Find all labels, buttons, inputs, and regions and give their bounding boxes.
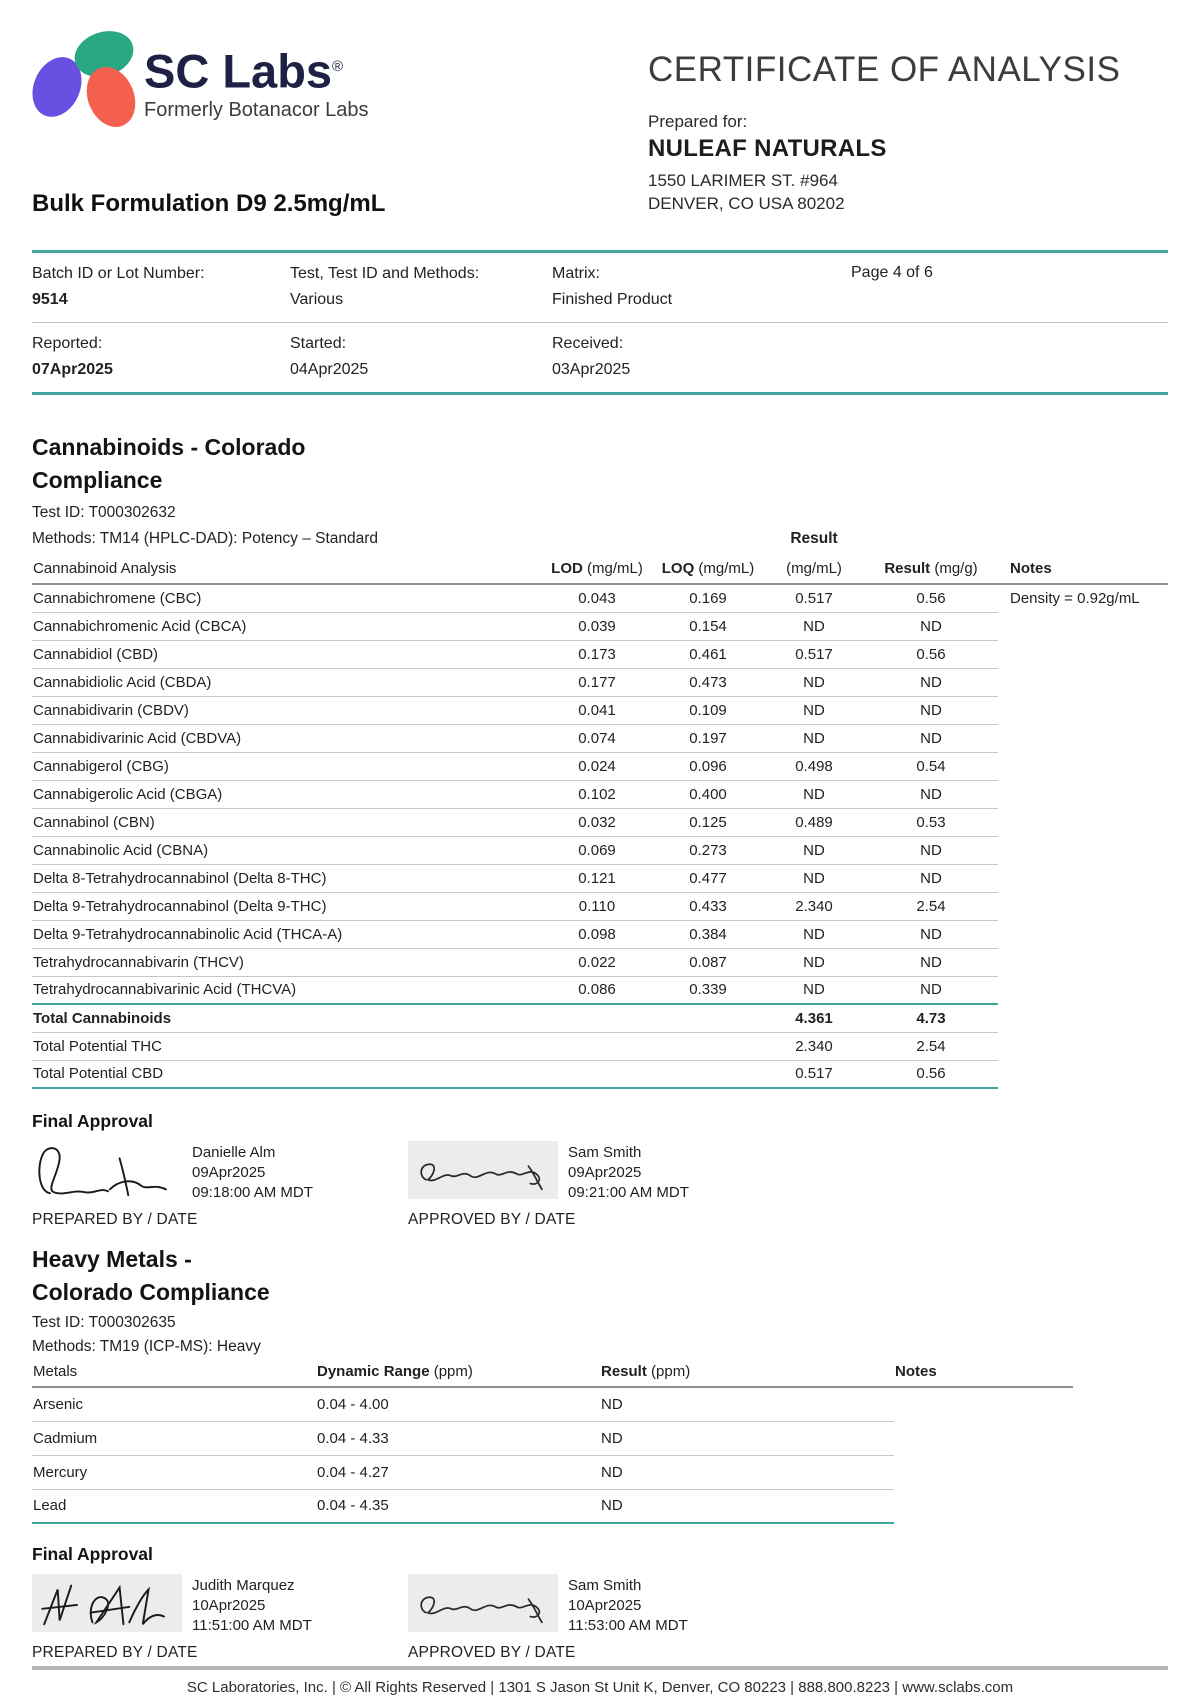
batch-id-label: Batch ID or Lot Number: xyxy=(32,265,205,282)
document-header xyxy=(32,0,1168,225)
cannabinoid-name: Cannabichromenic Acid (CBCA) xyxy=(32,612,542,640)
logo-wordmark: SC Labs® xyxy=(144,44,344,98)
cannabinoid-notes xyxy=(998,864,1168,892)
footer-text: SC Laboratories, Inc. | © All Rights Reserved | 1301 S Jason St Unit K, Denver, CO 80223 | 888.800.8223 | www.sclabs.com xyxy=(186,1679,1014,1696)
signature-judith-marquez xyxy=(32,1574,182,1632)
product-title: Bulk Formulation D9 2.5mg/mL xyxy=(32,190,386,217)
info-row-2 xyxy=(32,322,1168,392)
sample-info-table xyxy=(32,250,1168,395)
cannabinoids-rows xyxy=(32,584,1168,1004)
col-header-analysis: Cannabinoid Analysis xyxy=(32,552,542,584)
cannabinoid-loq: 0.461 xyxy=(652,640,764,668)
cannabinoid-row xyxy=(32,640,1168,668)
cannabinoid-row xyxy=(32,696,1168,724)
cannabinoid-result-mgg: 0.54 xyxy=(864,752,998,780)
col-header-notes: Notes xyxy=(998,552,1168,584)
metal-notes xyxy=(894,1387,1073,1421)
approver-time: 09:21:00 AM MDT xyxy=(568,1184,689,1201)
cannabinoids-methods: Methods: TM14 (HPLC-DAD): Potency – Standard Result xyxy=(32,526,1168,552)
matrix-value: Finished Product xyxy=(552,291,673,308)
final-approval-2 xyxy=(32,1574,1168,1662)
cannabinoid-loq: 0.096 xyxy=(652,752,764,780)
final-approval-1-title: Final Approval xyxy=(32,1111,153,1131)
metal-result: ND xyxy=(600,1387,894,1421)
metal-range: 0.04 - 4.35 xyxy=(316,1489,600,1523)
cannabinoid-loq: 0.169 xyxy=(652,584,764,612)
heavy-metal-row xyxy=(32,1387,1073,1421)
cannabinoid-row xyxy=(32,808,1168,836)
cannabinoid-name: Cannabidivarin (CBDV) xyxy=(32,696,542,724)
client-name: NULEAF NATURALS xyxy=(648,135,887,162)
received-label: Received: xyxy=(552,335,624,352)
prepared-by-block-1 xyxy=(32,1141,408,1229)
cannabinoid-lod: 0.043 xyxy=(542,584,652,612)
cannabinoid-result-mgml: ND xyxy=(764,612,864,640)
preparer-time: 09:18:00 AM MDT xyxy=(192,1184,313,1201)
metal-name: Cadmium xyxy=(32,1421,316,1455)
footer-divider xyxy=(32,1666,1168,1670)
prepared-by-block-2 xyxy=(32,1574,408,1662)
started-cell xyxy=(290,334,552,379)
cannabinoid-loq: 0.273 xyxy=(652,836,764,864)
client-address xyxy=(648,169,1200,215)
col-header-lod: LOD (mg/mL) xyxy=(542,552,652,584)
cannabinoid-result-mgml: ND xyxy=(764,668,864,696)
approver-name: Sam Smith xyxy=(568,1577,642,1594)
cannabinoid-result-mgg: ND xyxy=(864,696,998,724)
cannabinoid-row xyxy=(32,836,1168,864)
cannabinoid-row xyxy=(32,780,1168,808)
cannabinoid-notes xyxy=(998,836,1168,864)
result-column-overhead: Result xyxy=(790,530,838,547)
test-value: Various xyxy=(290,291,344,308)
cannabinoid-result-mgg: ND xyxy=(864,948,998,976)
cannabinoid-result-mgml: 0.489 xyxy=(764,808,864,836)
client-address-line1: 1550 LARIMER ST. #964 xyxy=(648,171,838,190)
cannabinoid-lod: 0.039 xyxy=(542,612,652,640)
matrix-cell xyxy=(552,264,851,309)
received-value: 03Apr2025 xyxy=(552,361,631,378)
cannabinoid-name: Cannabidiol (CBD) xyxy=(32,640,542,668)
preparer-name: Judith Marquez xyxy=(192,1577,295,1594)
heavy-metals-section-title: Heavy Metals - Colorado Compliance xyxy=(32,1246,270,1305)
total-potential-cbd-row: Total Potential CBD 0.517 0.56 xyxy=(32,1060,1168,1088)
cannabinoid-lod: 0.041 xyxy=(542,696,652,724)
cannabinoid-lod: 0.086 xyxy=(542,976,652,1004)
metal-notes xyxy=(894,1489,1073,1523)
cannabinoid-notes xyxy=(998,724,1168,752)
cannabinoid-notes xyxy=(998,780,1168,808)
cannabinoid-result-mgg: ND xyxy=(864,724,998,752)
metal-result: ND xyxy=(600,1455,894,1489)
cannabinoid-loq: 0.384 xyxy=(652,920,764,948)
approved-by-block-2 xyxy=(408,1574,688,1662)
cannabinoid-name: Cannabidivarinic Acid (CBDVA) xyxy=(32,724,542,752)
cannabinoid-name: Cannabinolic Acid (CBNA) xyxy=(32,836,542,864)
cannabinoid-notes xyxy=(998,640,1168,668)
approver-name: Sam Smith xyxy=(568,1144,642,1161)
cannabinoid-result-mgml: ND xyxy=(764,976,864,1004)
heavy-metal-row xyxy=(32,1455,1073,1489)
heavy-metal-row xyxy=(32,1489,1073,1523)
cannabinoid-row xyxy=(32,752,1168,780)
signature-danielle-alm xyxy=(32,1141,182,1199)
cannabinoid-row xyxy=(32,668,1168,696)
cannabinoid-lod: 0.177 xyxy=(542,668,652,696)
cannabinoid-result-mgg: ND xyxy=(864,668,998,696)
reported-value: 07Apr2025 xyxy=(32,361,113,378)
cannabinoid-notes xyxy=(998,668,1168,696)
cannabinoid-result-mgml: ND xyxy=(764,724,864,752)
test-cell xyxy=(290,264,552,309)
cannabinoid-loq: 0.339 xyxy=(652,976,764,1004)
cannabinoids-header-row xyxy=(32,552,1168,584)
started-label: Started: xyxy=(290,335,347,352)
cannabinoid-result-mgg: 2.54 xyxy=(864,892,998,920)
cannabinoid-row xyxy=(32,892,1168,920)
preparer-time: 11:51:00 AM MDT xyxy=(192,1617,312,1634)
cannabinoid-row xyxy=(32,584,1168,612)
cannabinoid-lod: 0.098 xyxy=(542,920,652,948)
cannabinoid-result-mgml: ND xyxy=(764,836,864,864)
cannabinoid-name: Tetrahydrocannabivarinic Acid (THCVA) xyxy=(32,976,542,1004)
cannabinoid-result-mgg: ND xyxy=(864,612,998,640)
sclabs-logo xyxy=(34,26,369,122)
cannabinoid-result-mgml: ND xyxy=(764,948,864,976)
cannabinoid-loq: 0.197 xyxy=(652,724,764,752)
signature-sam-smith-1 xyxy=(408,1141,558,1199)
cannabinoid-notes xyxy=(998,808,1168,836)
cannabinoid-result-mgg: ND xyxy=(864,780,998,808)
cannabinoid-result-mgml: ND xyxy=(764,780,864,808)
received-cell xyxy=(552,334,851,379)
cannabinoid-result-mgg: 0.56 xyxy=(864,584,998,612)
cannabinoid-lod: 0.069 xyxy=(542,836,652,864)
matrix-label: Matrix: xyxy=(552,265,600,282)
cannabinoid-notes xyxy=(998,892,1168,920)
prepared-by-caption-1: PREPARED BY / DATE xyxy=(32,1211,198,1228)
cannabinoid-row xyxy=(32,612,1168,640)
cannabinoid-name: Tetrahydrocannabivarin (THCV) xyxy=(32,948,542,976)
cannabinoid-result-mgg: 0.56 xyxy=(864,640,998,668)
cannabinoid-row xyxy=(32,864,1168,892)
cannabinoid-lod: 0.110 xyxy=(542,892,652,920)
approver-date: 10Apr2025 xyxy=(568,1597,642,1614)
signature-sam-smith-2 xyxy=(408,1574,558,1632)
metal-notes xyxy=(894,1421,1073,1455)
heavy-metals-methods: Methods: TM19 (ICP-MS): Heavy xyxy=(32,1338,261,1355)
cannabinoid-notes xyxy=(998,612,1168,640)
page-number: Page 4 of 6 xyxy=(851,264,933,281)
col-header-hm-notes: Notes xyxy=(894,1359,1073,1387)
cannabinoids-totals xyxy=(32,1004,1168,1088)
total-cannabinoids-row: Total Cannabinoids 4.361 4.73 xyxy=(32,1004,1168,1032)
cannabinoid-lod: 0.024 xyxy=(542,752,652,780)
heavy-metals-header-row xyxy=(32,1359,1073,1387)
cannabinoid-name: Cannabichromene (CBC) xyxy=(32,584,542,612)
prepared-by-meta-1 xyxy=(192,1141,313,1203)
metal-name: Mercury xyxy=(32,1455,316,1489)
cannabinoid-loq: 0.477 xyxy=(652,864,764,892)
col-header-metals: Metals xyxy=(32,1359,316,1387)
col-header-result-ppm: Result (ppm) xyxy=(600,1359,894,1387)
reported-cell xyxy=(32,334,290,379)
heavy-metal-row xyxy=(32,1421,1073,1455)
sclabs-logo-icon xyxy=(34,26,138,122)
metal-range: 0.04 - 4.00 xyxy=(316,1387,600,1421)
prepared-for-label: Prepared for: xyxy=(648,112,748,131)
cannabinoid-loq: 0.125 xyxy=(652,808,764,836)
cannabinoid-row xyxy=(32,724,1168,752)
cannabinoid-loq: 0.109 xyxy=(652,696,764,724)
cannabinoid-name: Delta 9-Tetrahydrocannabinol (Delta 9-THC) xyxy=(32,892,542,920)
cannabinoid-notes xyxy=(998,696,1168,724)
preparer-date: 10Apr2025 xyxy=(192,1597,266,1614)
logo-tagline: Formerly Botanacor Labs xyxy=(144,98,369,121)
col-header-result-mgml: (mg/mL) xyxy=(764,552,864,584)
approved-by-caption-2: APPROVED BY / DATE xyxy=(408,1644,576,1661)
cannabinoid-loq: 0.473 xyxy=(652,668,764,696)
coa-header-block xyxy=(648,50,1200,215)
reported-label: Reported: xyxy=(32,335,103,352)
cannabinoid-result-mgml: 0.517 xyxy=(764,640,864,668)
approver-date: 09Apr2025 xyxy=(568,1164,642,1181)
heavy-metals-rows xyxy=(32,1387,1073,1523)
col-header-result-mgg: Result (mg/g) xyxy=(864,552,998,584)
cannabinoid-notes xyxy=(998,920,1168,948)
preparer-date: 09Apr2025 xyxy=(192,1164,266,1181)
cannabinoids-table xyxy=(32,552,1168,1089)
started-value: 04Apr2025 xyxy=(290,361,369,378)
cannabinoid-lod: 0.121 xyxy=(542,864,652,892)
batch-id-value: 9514 xyxy=(32,291,68,308)
metal-result: ND xyxy=(600,1489,894,1523)
approved-by-meta-2 xyxy=(568,1574,688,1636)
final-approval-1 xyxy=(32,1141,1168,1229)
cannabinoid-lod: 0.032 xyxy=(542,808,652,836)
cannabinoid-result-mgml: 2.340 xyxy=(764,892,864,920)
cannabinoid-row xyxy=(32,920,1168,948)
cannabinoid-result-mgml: ND xyxy=(764,920,864,948)
metal-name: Arsenic xyxy=(32,1387,316,1421)
cannabinoid-row xyxy=(32,976,1168,1004)
coa-title: CERTIFICATE OF ANALYSIS xyxy=(648,50,1121,89)
info-row-1 xyxy=(32,253,1168,322)
heavy-metals-test-id: Test ID: T000302635 xyxy=(32,1314,176,1331)
cannabinoid-loq: 0.154 xyxy=(652,612,764,640)
cannabinoids-test-id: Test ID: T000302632 xyxy=(32,504,176,521)
cannabinoid-notes: Density = 0.92g/mL xyxy=(1010,590,1140,607)
cannabinoid-lod: 0.102 xyxy=(542,780,652,808)
cannabinoid-lod: 0.022 xyxy=(542,948,652,976)
cannabinoid-result-mgg: ND xyxy=(864,920,998,948)
cannabinoid-name: Delta 8-Tetrahydrocannabinol (Delta 8-THC) xyxy=(32,864,542,892)
total-potential-thc-row: Total Potential THC 2.340 2.54 xyxy=(32,1032,1168,1060)
prepared-by-caption-2: PREPARED BY / DATE xyxy=(32,1644,198,1661)
cannabinoid-loq: 0.400 xyxy=(652,780,764,808)
col-header-dynamic-range: Dynamic Range (ppm) xyxy=(316,1359,600,1387)
cannabinoid-result-mgg: ND xyxy=(864,864,998,892)
cannabinoid-name: Delta 9-Tetrahydrocannabinolic Acid (THCA-A) xyxy=(32,920,542,948)
cannabinoid-notes xyxy=(998,976,1168,1004)
final-approval-2-title: Final Approval xyxy=(32,1544,153,1564)
approved-by-meta-1 xyxy=(568,1141,689,1203)
cannabinoid-name: Cannabinol (CBN) xyxy=(32,808,542,836)
heavy-metals-table xyxy=(32,1359,1073,1524)
cannabinoid-loq: 0.087 xyxy=(652,948,764,976)
test-label: Test, Test ID and Methods: xyxy=(290,265,480,282)
col-header-loq: LOQ (mg/mL) xyxy=(652,552,764,584)
approved-by-caption-1: APPROVED BY / DATE xyxy=(408,1211,576,1228)
approved-by-block-1 xyxy=(408,1141,689,1229)
cannabinoid-notes xyxy=(998,948,1168,976)
cannabinoid-result-mgml: ND xyxy=(764,696,864,724)
registered-mark: ® xyxy=(332,58,344,75)
cannabinoid-result-mgml: ND xyxy=(764,864,864,892)
prepared-by-meta-2 xyxy=(192,1574,312,1636)
cannabinoid-name: Cannabigerol (CBG) xyxy=(32,752,542,780)
cannabinoid-lod: 0.074 xyxy=(542,724,652,752)
preparer-name: Danielle Alm xyxy=(192,1144,276,1161)
metal-range: 0.04 - 4.27 xyxy=(316,1455,600,1489)
cannabinoid-lod: 0.173 xyxy=(542,640,652,668)
logo-text-block xyxy=(144,26,369,122)
cannabinoid-loq: 0.433 xyxy=(652,892,764,920)
cannabinoids-section-title: Cannabinoids - Colorado Compliance xyxy=(32,434,306,493)
page-number-cell xyxy=(851,264,1168,309)
cannabinoid-result-mgg: ND xyxy=(864,836,998,864)
metal-result: ND xyxy=(600,1421,894,1455)
cannabinoid-notes xyxy=(998,752,1168,780)
approver-time: 11:53:00 AM MDT xyxy=(568,1617,688,1634)
cannabinoid-row xyxy=(32,948,1168,976)
cannabinoid-result-mgml: 0.517 xyxy=(764,584,864,612)
cannabinoid-result-mgg: 0.53 xyxy=(864,808,998,836)
metal-range: 0.04 - 4.33 xyxy=(316,1421,600,1455)
cannabinoid-result-mgg: ND xyxy=(864,976,998,1004)
metal-notes xyxy=(894,1455,1073,1489)
cannabinoid-name: Cannabigerolic Acid (CBGA) xyxy=(32,780,542,808)
cannabinoid-name: Cannabidiolic Acid (CBDA) xyxy=(32,668,542,696)
metal-name: Lead xyxy=(32,1489,316,1523)
batch-id-cell xyxy=(32,264,290,309)
client-address-line2: DENVER, CO USA 80202 xyxy=(648,194,845,213)
cannabinoid-result-mgml: 0.498 xyxy=(764,752,864,780)
